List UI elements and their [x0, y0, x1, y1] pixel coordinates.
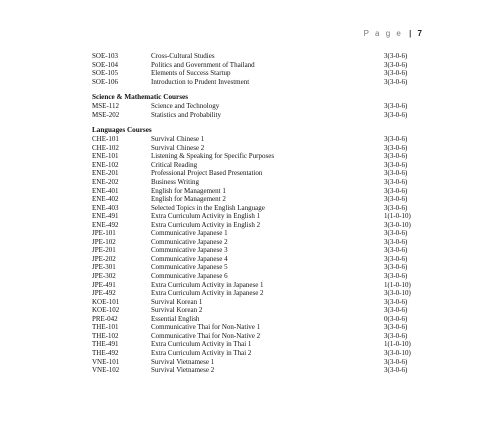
course-code: ENE-401: [92, 186, 119, 195]
course-title: English for Management 1: [151, 186, 226, 195]
course-row: [92, 238, 422, 247]
course-credit: 3(3-0-6): [384, 160, 408, 169]
course-row: [92, 306, 422, 315]
course-credit: 3(3-0-6): [384, 237, 408, 246]
course-title: Communicative Japanese 1: [151, 229, 228, 238]
course-credit: 3(3-0-6): [384, 254, 408, 263]
course-row: [92, 204, 422, 213]
course-title: Introduction to Prudent Investment: [151, 77, 250, 86]
course-credit: 3(3-0-10): [384, 348, 411, 357]
course-group-languages: [92, 135, 422, 374]
section-heading-languages: Languages Courses: [92, 126, 152, 135]
course-row: [92, 102, 422, 111]
course-row: [92, 323, 422, 332]
course-credit: 3(3-0-6): [384, 135, 408, 144]
course-row: [92, 298, 422, 307]
course-code: SOE-105: [92, 69, 119, 78]
course-code: THE-492: [92, 348, 119, 357]
course-row: [92, 221, 422, 230]
course-code: VNE-102: [92, 366, 120, 375]
course-credit: 3(3-0-6): [384, 229, 408, 238]
course-credit: 3(3-0-6): [384, 52, 408, 60]
course-title: Survival Korean 1: [151, 297, 203, 306]
course-title: Survival Chinese 2: [151, 143, 205, 152]
course-credit: 3(3-0-6): [384, 69, 408, 78]
course-row: [92, 358, 422, 367]
course-row: [92, 187, 422, 196]
course-title: Survival Vietnamese 1: [151, 357, 215, 366]
course-title: Communicative Japanese 6: [151, 272, 228, 281]
course-credit: 3(3-0-6): [384, 297, 408, 306]
section-heading-science: Science & Mathematic Courses: [92, 93, 189, 102]
course-credit: 3(3-0-6): [384, 60, 408, 69]
course-credit: 3(3-0-10): [384, 220, 411, 229]
course-row: [92, 246, 422, 255]
course-credit: 3(3-0-6): [384, 331, 408, 340]
course-credit: 3(3-0-6): [384, 272, 408, 281]
course-row: [92, 255, 422, 264]
course-code: SOE-106: [92, 77, 119, 86]
course-code: KOE-101: [92, 297, 120, 306]
course-row: [92, 366, 422, 375]
course-credit: 3(3-0-6): [384, 323, 408, 332]
course-credit: 3(3-0-6): [384, 143, 408, 152]
course-row: [92, 281, 422, 290]
course-title: Survival Chinese 1: [151, 135, 205, 144]
course-title: Communicative Thai for Non-Native 2: [151, 331, 261, 340]
course-row: [92, 135, 422, 144]
course-title: Communicative Thai for Non-Native 1: [151, 323, 261, 332]
course-credit: 3(3-0-6): [384, 246, 408, 255]
course-title: Business Writing: [151, 178, 200, 187]
course-row: [92, 61, 422, 70]
course-title: Communicative Japanese 3: [151, 246, 228, 255]
course-title: Statistics and Probability: [151, 110, 221, 119]
course-title: Extra Curriculum Activity in Thai 2: [151, 348, 252, 357]
course-credit: 3(3-0-6): [384, 195, 408, 204]
course-row: [92, 195, 422, 204]
course-title: Professional Project Based Presentation: [151, 169, 263, 178]
course-title: Selected Topics in the English Language: [151, 203, 265, 212]
course-title: Survival Vietnamese 2: [151, 366, 215, 375]
course-title: Science and Technology: [151, 102, 220, 111]
course-row: [92, 349, 422, 358]
course-code: THE-491: [92, 340, 119, 349]
course-code: VNE-101: [92, 357, 120, 366]
course-title: Communicative Japanese 2: [151, 237, 228, 246]
course-row: [92, 152, 422, 161]
course-row: [92, 69, 422, 78]
page-label: P a g e: [363, 29, 403, 38]
course-code: JPE-301: [92, 263, 116, 272]
course-credit: 0(3-0-6): [384, 314, 408, 323]
course-credit: 3(3-0-6): [384, 186, 408, 195]
course-credit: 3(3-0-6): [384, 357, 408, 366]
course-row: [92, 332, 422, 341]
course-list: [92, 52, 422, 375]
course-credit: 3(3-0-6): [384, 178, 408, 187]
course-credit: 3(3-0-6): [384, 110, 408, 119]
course-row: [92, 212, 422, 221]
course-code: ENE-202: [92, 178, 119, 187]
course-row: [92, 52, 422, 61]
course-credit: 3(3-0-6): [384, 306, 408, 315]
course-credit: 1(1-0-10): [384, 340, 411, 349]
course-row: [92, 169, 422, 178]
course-group-science: [92, 102, 422, 119]
course-code: CHE-102: [92, 143, 119, 152]
course-title: Extra Curriculum Activity in Japanese 2: [151, 289, 264, 298]
course-title: Survival Korean 2: [151, 306, 203, 315]
course-credit: 3(3-0-10): [384, 289, 411, 298]
course-title: English for Management 2: [151, 195, 226, 204]
course-credit: 3(3-0-6): [384, 77, 408, 86]
course-credit: 3(3-0-6): [384, 102, 408, 111]
page-number: 7: [417, 29, 422, 38]
course-code: JPE-101: [92, 229, 116, 238]
course-title: Essential English: [151, 314, 200, 323]
course-code: ENE-102: [92, 160, 119, 169]
course-row: [92, 144, 422, 153]
course-code: JPE-202: [92, 254, 116, 263]
course-code: SOE-103: [92, 52, 119, 60]
page-header: [364, 29, 422, 38]
course-title: Communicative Japanese 5: [151, 263, 228, 272]
course-code: THE-102: [92, 331, 119, 340]
course-credit: 3(3-0-6): [384, 366, 408, 375]
course-code: ENE-403: [92, 203, 119, 212]
course-code: ENE-201: [92, 169, 119, 178]
course-code: KOE-102: [92, 306, 120, 315]
course-row: [92, 161, 422, 170]
course-credit: 3(3-0-6): [384, 263, 408, 272]
course-credit: 3(3-0-6): [384, 152, 408, 161]
course-code: MSE-112: [92, 102, 119, 111]
page-separator: |: [409, 29, 412, 38]
course-credit: 1(1-0-10): [384, 212, 411, 221]
course-row: [92, 229, 422, 238]
course-group-social: [92, 52, 422, 86]
course-title: Cross-Cultural Studies: [151, 52, 215, 60]
course-title: Elements of Success Startup: [151, 69, 231, 78]
section-gap: [92, 119, 422, 126]
course-title: Extra Curriculum Activity in English 1: [151, 212, 261, 221]
course-code: CHE-101: [92, 135, 119, 144]
course-code: ENE-491: [92, 212, 119, 221]
course-code: MSE-202: [92, 110, 120, 119]
course-code: ENE-402: [92, 195, 119, 204]
course-code: ENE-492: [92, 220, 119, 229]
course-code: JPE-302: [92, 272, 116, 281]
course-code: JPE-102: [92, 237, 116, 246]
course-code: THE-101: [92, 323, 119, 332]
course-row: [92, 263, 422, 272]
course-code: ENE-101: [92, 152, 119, 161]
course-credit: 1(1-0-10): [384, 280, 411, 289]
course-row: [92, 272, 422, 281]
course-code: SOE-104: [92, 60, 119, 69]
course-code: JPE-201: [92, 246, 116, 255]
course-title: Communicative Japanese 4: [151, 254, 228, 263]
course-title: Extra Curriculum Activity in English 2: [151, 220, 261, 229]
course-title: Listening & Speaking for Specific Purposes: [151, 152, 275, 161]
course-code: PRE-042: [92, 314, 118, 323]
course-code: JPE-492: [92, 289, 116, 298]
course-row: [92, 78, 422, 87]
course-row: [92, 289, 422, 298]
course-credit: 3(3-0-6): [384, 203, 408, 212]
section-gap: [92, 86, 422, 93]
course-title: Politics and Government of Thailand: [151, 60, 255, 69]
course-row: [92, 178, 422, 187]
course-title: Extra Curriculum Activity in Japanese 1: [151, 280, 264, 289]
course-row: [92, 315, 422, 324]
course-title: Extra Curriculum Activity in Thai 1: [151, 340, 252, 349]
course-row: [92, 111, 422, 120]
course-title: Critical Reading: [151, 160, 198, 169]
course-credit: 3(3-0-6): [384, 169, 408, 178]
course-row: [92, 340, 422, 349]
course-code: JPE-491: [92, 280, 116, 289]
